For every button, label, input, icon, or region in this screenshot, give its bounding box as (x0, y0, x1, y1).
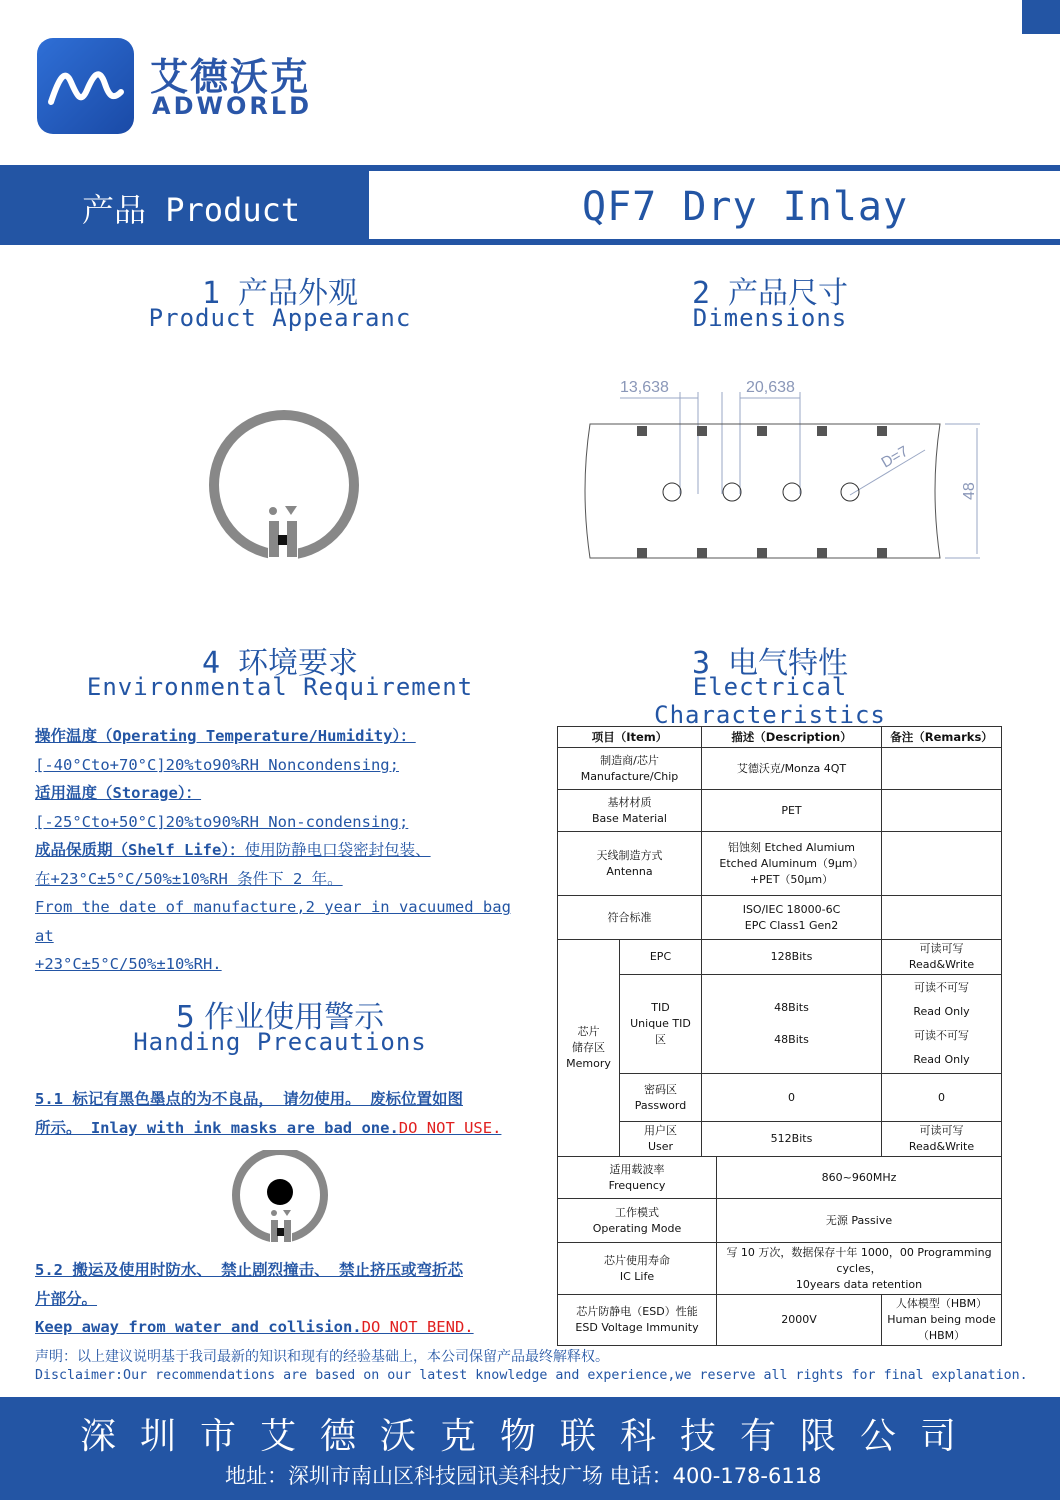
handling-heading-cn: 5 作业使用警示 (175, 1000, 385, 1035)
electrical-table (557, 726, 1002, 1346)
handling-note-1 (35, 1085, 535, 1142)
table-cell: 适用载波率 Frequency (558, 1157, 717, 1199)
table-cell: 860~960MHz (717, 1157, 1002, 1199)
table-cell: 铝蚀刻 Etched Alumium Etched Aluminum（9μm） +PET（50μm） (702, 832, 882, 896)
shelf-life-en-condition: +23°C±5°C/50%±10%RH. (35, 955, 222, 973)
table-cell: 512Bits (702, 1122, 882, 1157)
handling-note-1-en: 所示。 Inlay with ink masks are bad one. (35, 1118, 399, 1137)
table-cell: 工作模式 Operating Mode (558, 1199, 717, 1243)
table-cell: 人体模型（HBM） Human being mode（HBM） (882, 1295, 1002, 1346)
table-header-item: 项目（Item） (558, 727, 702, 748)
inlay-appearance-image (200, 402, 370, 572)
table-cell: 密码区 Password (620, 1074, 702, 1122)
defect-mark-image (228, 1150, 338, 1245)
operating-temp-label: 操作温度（Operating Temperature/Humidity）： (35, 727, 416, 745)
table-cell: 芯片使用寿命 IC Life (558, 1243, 717, 1295)
dimensions-heading-en: Dimensions (692, 304, 848, 332)
shelf-life-label: 成品保质期（Shelf Life）： (35, 841, 245, 859)
electrical-heading-en: Electrical Characteristics (654, 673, 886, 729)
table-cell: 无源 Passive (717, 1199, 1002, 1243)
table-cell: 0 (702, 1074, 882, 1122)
table-cell: TID Unique TID 区 (620, 975, 702, 1074)
diameter-label: D=7 (878, 442, 912, 472)
dim-label-1: 13,638 (620, 379, 669, 396)
table-cell: ISO/IEC 18000-6C EPC Class1 Gen2 (702, 896, 882, 940)
table-cell: 符合标准 (558, 896, 702, 940)
environment-text (35, 722, 535, 979)
table-header-description: 描述（Description） (702, 727, 882, 748)
environment-heading-en: Environmental Requirement (86, 673, 474, 701)
corner-accent (1022, 0, 1060, 34)
shelf-life-en: From the date of manufacture,2 year in vacuumed bag at (35, 898, 511, 945)
table-cell: 可读可写 Read&Write (882, 1122, 1002, 1157)
table-cell: 可读可写 Read&Write (882, 940, 1002, 975)
disclaimer-en: Disclaimer:Our recommendations are based on our latest knowledge and experience,we reserve all rights for final explanation. (35, 1368, 1028, 1383)
storage-temp-value: [-25°Cto+50°C]20%to90%RH Non-condensing; (35, 812, 409, 831)
page-title: QF7 Dry Inlay (582, 184, 909, 230)
table-cell: PET (702, 790, 882, 832)
dim-label-2: 20,638 (746, 379, 795, 396)
handling-note-1-cn: 5.1 标记有黑色墨点的为不良品， 请勿使用。 废标位置如图 (35, 1090, 463, 1108)
table-header-remarks: 备注（Remarks） (882, 727, 1002, 748)
logo-icon (37, 38, 134, 134)
dimension-drawing (580, 370, 1000, 570)
operating-temp-value: [-40°Cto+70°C]20%to90%RH Noncondensing; (35, 755, 399, 774)
table-cell: 芯片防静电（ESD）性能 ESD Voltage Immunity (558, 1295, 717, 1346)
table-cell: 用户区 User (620, 1122, 702, 1157)
table-cell: 写 10 万次，数据保存十年 1000，00 Programming cycles， 10years data retention (717, 1243, 1002, 1295)
handling-note-2-en: Keep away from water and collision. (35, 1318, 362, 1336)
handling-heading-en: Handing Precautions (133, 1028, 427, 1056)
handling-note-1-warning: DO NOT USE. (398, 1118, 502, 1137)
logo-text-en: ADWORLD (152, 92, 313, 120)
table-cell: EPC (620, 940, 702, 975)
table-cell: 2000V (717, 1295, 882, 1346)
disclaimer-cn: 声明：以上建议说明基于我司最新的知识和现有的经验基础上，本公司保留产品最终解释权。 (35, 1349, 609, 1365)
table-cell: 艾德沃克/Monza 4QT (702, 748, 882, 790)
table-cell: 基材材质 Base Material (558, 790, 702, 832)
table-cell: 芯片 储存区 Memory (558, 940, 620, 1157)
environment-heading-cn: 4 环境要求 (201, 646, 359, 681)
company-address: 地址：深圳市南山区科技园讯美科技广场 电话：400-178-6118 (225, 1464, 822, 1488)
table-cell: 48Bits (774, 1001, 809, 1014)
appearance-heading-en: Product Appearanc (148, 304, 412, 332)
table-cell: 128Bits (702, 940, 882, 975)
logo-text-cn: 艾德沃克 (150, 55, 311, 99)
company-name: 深圳市艾德沃克物联科技有限公司 (79, 1416, 980, 1457)
height-label: 48 (961, 482, 978, 500)
handling-note-2-cn: 5.2 搬运及使用时防水、 禁止剧烈撞击、 禁止挤压或弯折芯 (35, 1261, 463, 1279)
handling-note-2 (35, 1256, 535, 1342)
table-cell: 48Bits (774, 1033, 809, 1046)
handling-note-2-cn-cont: 片部分。 (35, 1289, 98, 1308)
table-cell: 制造商/芯片 Manufacture/Chip (558, 748, 702, 790)
table-cell: 可读不可写 Read Only 可读不可写 Read Only (882, 975, 1002, 1074)
shelf-life-condition: 在+23°C±5°C/50%±10%RH 条件下 2 年。 (35, 869, 343, 888)
appearance-heading-cn: 1 产品外观 (201, 276, 359, 311)
table-cell: 0 (882, 1074, 1002, 1122)
electrical-heading-cn: 3 电气特性 (691, 646, 849, 681)
storage-temp-label: 适用温度（Storage）： (35, 784, 202, 802)
table-cell: 天线制造方式 Antenna (558, 832, 702, 896)
handling-note-2-warning: DO NOT BEND. (361, 1318, 474, 1336)
shelf-life-text: 使用防静电口袋密封包装、 (244, 841, 431, 859)
product-label: 产品 Product (82, 191, 301, 229)
dimensions-heading-cn: 2 产品尺寸 (691, 276, 849, 311)
